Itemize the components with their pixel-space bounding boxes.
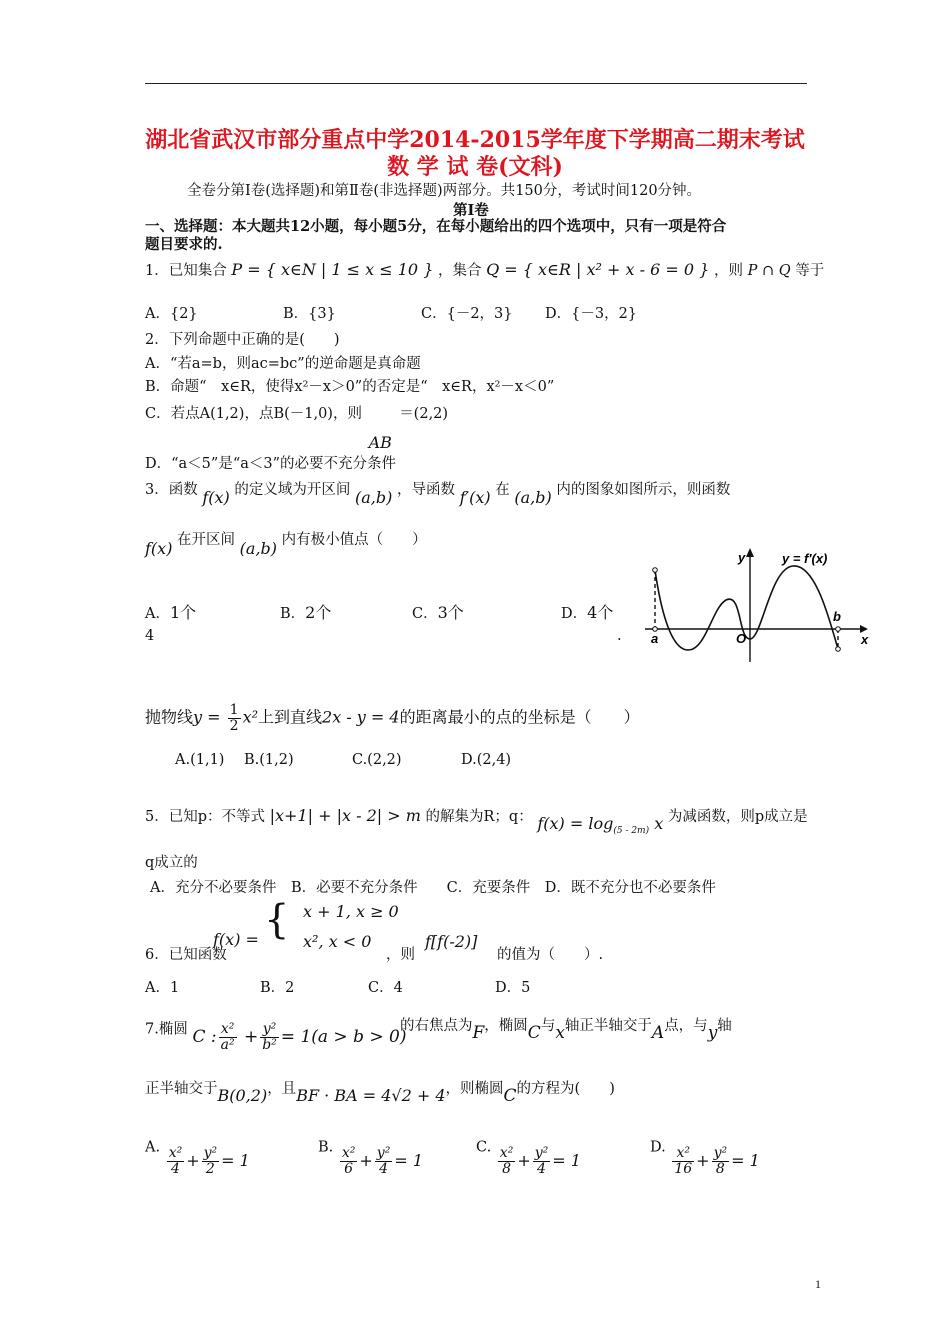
piecewise-function: f(x) = { [213, 897, 290, 949]
part1-instructions-cont: 题目要求的. [145, 236, 223, 253]
page-number: 1 [815, 1277, 821, 1291]
question-3-cont: f(x) 在开区间 (a,b) 内有极小值点（ ） [145, 532, 427, 558]
abs-inequality: |x+1| + |x - 2| > m [269, 806, 421, 825]
q3-option-a: A．1个 [145, 603, 197, 622]
q3-option-d: D．4个 [561, 603, 614, 622]
derivative-curve [655, 566, 838, 650]
q3-option-b: B．2个 [280, 603, 332, 622]
log-function: $f(x) = \log_{(5 - 2m)} x$ [537, 814, 664, 837]
dot-product: BF · BA = 4√2 + 4 [296, 1086, 446, 1105]
section-heading: 第Ⅰ卷 [453, 202, 489, 219]
exam-subtitle: 数 学 试 卷(文科) [387, 154, 563, 180]
question-7-line1: 的右焦点为F，椭圆C与x轴正半轴交于A点，与y轴 [400, 1018, 732, 1043]
set-p: P = { x∈N | 1 ≤ x ≤ 10 } [231, 260, 434, 279]
question-7-line2: 正半轴交于B(0,2)，且BF · BA = 4√2 + 4，则椭圆C的方程为( ) [145, 1081, 615, 1106]
exam-title: 湖北省武汉市部分重点中学2014-2015学年度下学期高二期末考试 [145, 127, 805, 153]
question-2: 2．下列命题中正确的是( ) [145, 332, 340, 348]
q7-option-b: B. $\frac{\text{x²}}{6}$ + $\frac{\text{y²}}{4}$ = 1 [318, 1139, 423, 1177]
y-axis-arrow [746, 548, 754, 557]
open-endpoint-b [836, 647, 841, 652]
q1-option-a: A．{2} [145, 306, 198, 322]
q1-option-c: C．{－2，3} [421, 306, 513, 322]
point-b [836, 627, 841, 632]
question-7: 7.椭圆 C : $\frac{\text{x²}}{\text{a²}}$ + $\frac{\text{y²}}{\text{b²}}$ = 1(a > b > 0) [145, 1021, 407, 1053]
header-rule [145, 83, 807, 84]
q4-option-d: D.(2,4) [461, 752, 512, 768]
set-q: Q = { x∈R | x² + x - 6 = 0 } [486, 260, 710, 279]
stray-digit: 4 [145, 628, 155, 644]
y-label: y [738, 550, 746, 565]
part1-instructions: 一、选择题：本大题共12小题，每小题5分，在每小题给出的四个选项中，只有一项是符合 [145, 218, 727, 235]
vector-ab: AB [368, 433, 392, 452]
half-fraction: $\frac{1}{2}$ [229, 702, 239, 734]
q7-option-a: A. $\frac{\text{x²}}{4}$ + $\frac{\text{y²}}{2}$ = 1 [145, 1139, 250, 1177]
q5-options: A．充分不必要条件 B．必要不充分条件 C．充要条件 D．既不充分也不必要条件 [150, 880, 716, 896]
exam-intro: 全卷分第Ⅰ卷(选择题)和第Ⅱ卷(非选择题)两部分。共150分，考试时间120分钟。 [187, 183, 702, 199]
q2-option-d: D．“a＜5”是“a＜3”的必要不充分条件 [145, 456, 397, 472]
composite-expr: f[f(-2)] [425, 932, 478, 951]
piecewise-case-1: x + 1, x ≥ 0 [303, 902, 399, 921]
q2-option-b: B．命题“ x∈R，使得x²－x＞0”的否定是“ x∈R，x²－x＜0” [145, 379, 555, 395]
question-1: 1．已知集合 P = { x∈N | 1 ≤ x ≤ 10 } ，集合 Q = { x∈R | x² + x - 6 = 0 } ，则 P ∩ Q 等于 [145, 260, 825, 279]
q1-option-d: D．{－3，2} [545, 306, 638, 322]
question-5-cont: q成立的 [145, 855, 198, 871]
open-endpoint-a [653, 568, 658, 573]
q4-option-b: B.(1,2) [244, 752, 294, 768]
q6-option-a: A．1 [145, 980, 180, 996]
q3-option-c: C．3个 [412, 603, 464, 622]
piecewise-case-2: x², x < 0 [303, 932, 372, 951]
a-label: a [651, 631, 659, 646]
question-3: 3．函数 f(x) 的定义域为开区间 (a,b) ，导函数 f′(x) 在 (a,b) 内的图象如图所示，则函数 [145, 482, 731, 507]
q1-option-b: B．{3} [283, 306, 336, 322]
stray-dot: . [617, 628, 622, 644]
q6-option-b: B．2 [260, 980, 295, 996]
q4-option-c: C.(2,2) [352, 752, 402, 768]
q2-option-c: C．若点A(1,2)，点B(－1,0)，则 AB ＝(2,2) [145, 406, 449, 452]
origin-label: O [736, 631, 747, 646]
question-4: 抛物线y = $\frac{1}{2}$ x²上到直线2x - y = 4的距离最小的点的坐标是（ ） [145, 702, 640, 734]
question-5: 5．已知p：不等式 |x+1| + |x - 2| > m 的解集为R；q： $f(x) = \log_{(5 - 2m)} x$ 为减函数，则p成立是 [145, 806, 808, 837]
intersection-expr: P ∩ Q [747, 263, 791, 279]
b-label: b [833, 609, 841, 624]
question-6-tail: 的值为（ ）. [497, 947, 604, 963]
q6-option-d: D．5 [495, 980, 531, 996]
x-label: x [861, 632, 869, 647]
q6-option-c: C．4 [368, 980, 403, 996]
question-6: 6．已知函数 [145, 947, 227, 963]
derivative-graph [630, 540, 880, 665]
question-6-mid: ，则 [386, 947, 415, 963]
curve-label: y = f′(x) [782, 551, 828, 566]
q4-option-a: A.(1,1) [175, 752, 225, 768]
q7-option-d: D. $\frac{\text{x²}}{16}$ + $\frac{\text{y²}}{8}$ = 1 [650, 1139, 760, 1177]
q2-option-a: A．“若a=b，则ac=bc”的逆命题是真命题 [145, 356, 421, 372]
q7-option-c: C. $\frac{\text{x²}}{8}$ + $\frac{\text{y²}}{4}$ = 1 [476, 1139, 581, 1177]
